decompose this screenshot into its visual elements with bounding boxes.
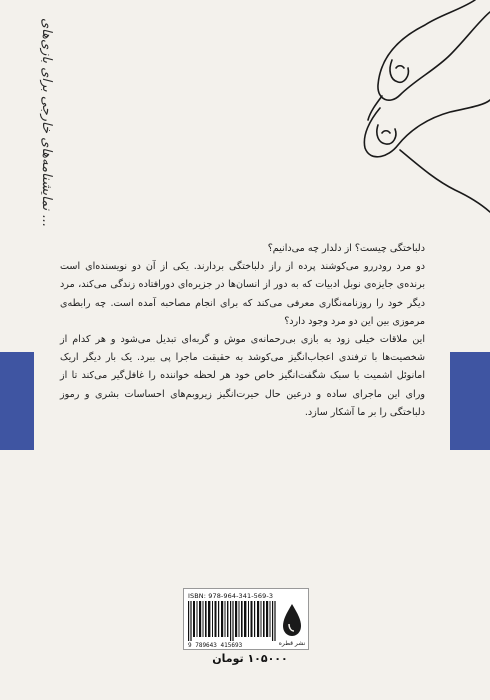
barcode-icon bbox=[188, 601, 276, 641]
color-band-left bbox=[0, 352, 34, 450]
blurb-paragraph-1: دو مرد رودررو می‌کوشند پرده از راز دلباختگی بردارند. یکی از آن دو نویسنده‌ای است برنده‌ی جایزه‌ی نوبل ادبیات که به دور از انسان‌ها در جزیره‌ای دورافتاده زندگی می‌کند، مرد دیگر خود را روزنامه‌نگاری معرفی می‌کند که برای انجام مصاحبه آمده است. چه رابطه‌ی مرموزی بین این دو مرد وجود دارد؟ bbox=[60, 261, 425, 327]
isbn-label: ISBN: 978-964-341-569-3 bbox=[188, 592, 274, 600]
blurb-paragraph-2: این ملاقات خیلی زود به بازی بی‌رحمانه‌ی موش و گربه‌ای تبدیل می‌شود و هر کدام از شخصیت‌ها با ترفندی اعجاب‌انگیز می‌کوشد به حقیقت ماجرا پی ببرد. یک بار دیگر اریک امانوئل اشمیت با سبک شگفت‌انگیز خاص خود هر لحظه خواننده را غافل‌گیر می‌کند تا از ورای این ماجرای ساده و درعین حال حیرت‌انگیز زیروبم‌های احساسات بشری و رموز دلباختگی را بر ما آشکار سازد. bbox=[60, 334, 425, 418]
publisher-name: نشر قطره bbox=[278, 640, 306, 647]
back-cover-blurb bbox=[60, 240, 425, 422]
two-faces-sketch-icon bbox=[340, 0, 490, 215]
blurb-question: دلباختگی چیست؟ از دلدار چه می‌دانیم؟ bbox=[267, 243, 425, 254]
barcode-digits: 9 789643 415693 bbox=[188, 642, 243, 649]
publisher-drop-logo-icon bbox=[280, 602, 304, 638]
price-label: ۱۰۵۰۰۰ تومان bbox=[212, 652, 288, 665]
series-title: نمایشنامه‌های خارجی برای بازی‌های ... bbox=[39, 18, 54, 227]
color-band-right bbox=[450, 352, 490, 450]
